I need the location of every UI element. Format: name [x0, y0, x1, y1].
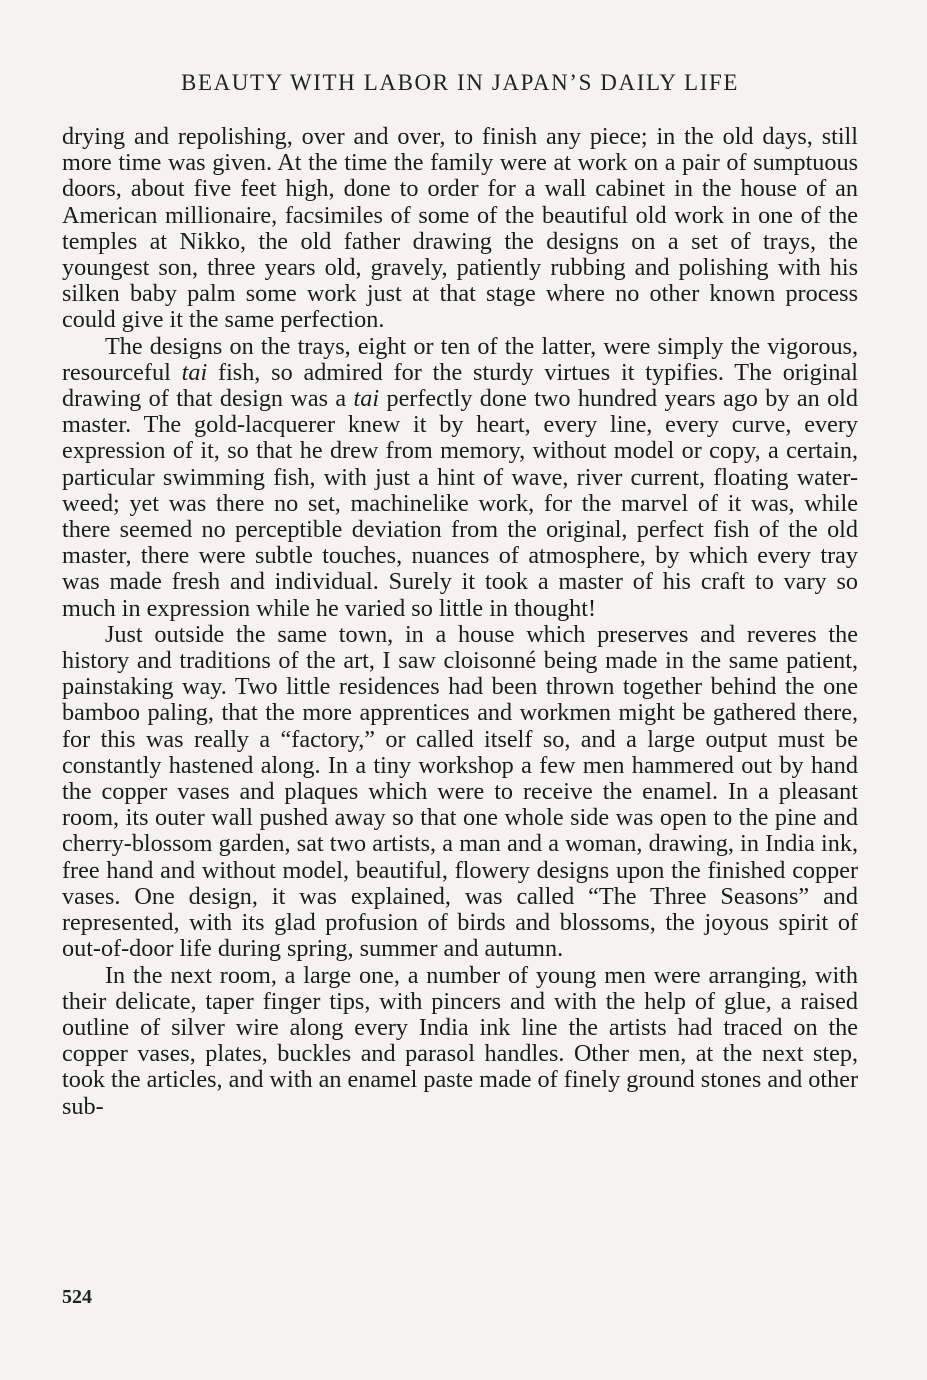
paragraph-2 — [62, 334, 858, 622]
page-number: 524 — [62, 1286, 92, 1308]
paragraph-2-italic-tai-2: tai — [353, 385, 380, 413]
paragraph-1 — [62, 124, 858, 334]
paragraph-2-text-b: fish, so admired for the sturdy virtues it typifies. The original drawing of that design was a — [62, 358, 858, 413]
paragraph-2-text-c: perfectly done two hundred years ago by an old master. The gold-lacquerer knew it by heart, every line, every curve, every expression of it, so that he drew from memory, without model or copy, a certain, particular swimming fish, with just a hint of wave, river current, floating water-weed; yet was there no set, machinelike work, for the marvel of it was, while there seemed no perceptible deviation from the original, perfect fish of the old master, there were subtle touches, nuances of atmosphere, by which every tray was made fresh and individual. Surely it took a master of his craft to vary so much in expression while he varied so little in thought! — [62, 385, 858, 622]
body-text — [62, 124, 858, 1120]
paragraph-1-text: drying and repolishing, over and over, to finish any piece; in the old days, still more time was given. At the time the family were at work on a pair of sumptuous doors, about five feet high, done to order for a wall cabinet in the house of an American millionaire, facsimiles of some of the beautiful old work in one of the temples at Nikko, the old father drawing the designs on a set of trays, the youngest son, three years old, gravely, patiently rubbing and polishing with his silken baby palm some work just at that stage where no other known process could give it the same perfection. — [62, 123, 858, 334]
paragraph-2-text-a: The designs on the trays, eight or ten of the latter, were simply the vigorous, resourceful — [62, 332, 858, 386]
running-head: BEAUTY WITH LABOR IN JAPAN’S DAILY LIFE — [181, 70, 739, 95]
paragraph-3-text: Just outside the same town, in a house which preserves and reveres the history and traditions of the art, I saw cloisonné being made in the same patient, painstaking way. Two little residences had been thrown together behind the one bamboo paling, that the more apprentices and workmen might be gathered there, for this was really a “factory,” or called itself so, and a large output must be constantly hastened along. In a tiny workshop a few men hammered out by hand the copper vases and plaques which were to receive the enamel. In a pleasant room, its outer wall pushed away so that one whole side was open to the pine and cherry-blossom garden, sat two artists, a man and a woman, drawing, in India ink, free hand and without model, beautiful, flowery designs upon the finished copper vases. One design, it was explained, was called “The Three Seasons” and represented, with its glad profusion of birds and blossoms, the joyous spirit of out-of-door life during spring, summer and autumn. — [62, 620, 858, 963]
paragraph-4-text: In the next room, a large one, a number of young men were arranging, with their delicate, taper finger tips, with pincers and with the help of glue, a raised outline of silver wire along every India ink line the artists had traced on the copper vases, plates, buckles and parasol handles. Other men, at the next step, took the articles, and with an enamel paste made of finely ground stones and other sub- — [62, 961, 858, 1120]
paragraph-3 — [62, 622, 858, 963]
paragraph-4 — [62, 963, 858, 1120]
paragraph-2-italic-tai-1: tai — [181, 358, 208, 386]
